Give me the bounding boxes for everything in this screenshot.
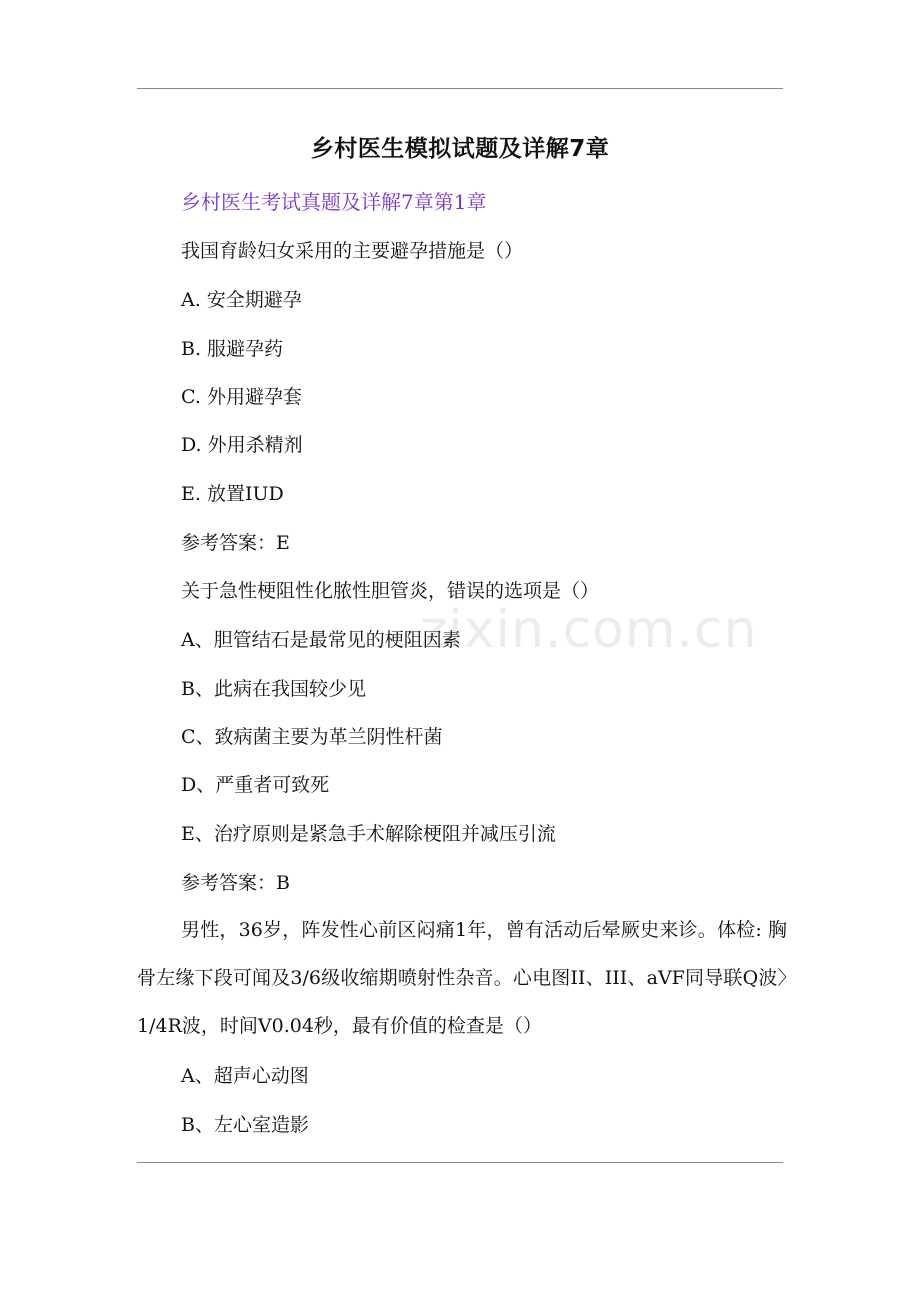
header-rule bbox=[137, 88, 783, 89]
question-2-option-e: E、治疗原则是紧急手术解除梗阻并减压引流 bbox=[181, 823, 556, 845]
question-1-option-b: B. 服避孕药 bbox=[181, 338, 284, 360]
question-2-stem: 关于急性梗阻性化脓性胆管炎，错误的选项是（） bbox=[181, 580, 600, 602]
question-2-option-a: A、胆管结石是最常见的梗阻因素 bbox=[181, 629, 461, 651]
chapter-heading: 乡村医生考试真题及详解7章第1章 bbox=[181, 190, 487, 214]
question-1-option-e: E. 放置IUD bbox=[181, 483, 284, 505]
question-2-answer: 参考答案：B bbox=[181, 872, 290, 894]
question-1-answer: 参考答案：E bbox=[181, 532, 290, 554]
question-1-stem: 我国育龄妇女采用的主要避孕措施是（） bbox=[181, 240, 524, 262]
footer-rule bbox=[137, 1162, 783, 1163]
watermark: zixin.com.cn bbox=[420, 600, 758, 660]
question-1-option-d: D. 外用杀精剂 bbox=[181, 434, 303, 456]
question-2-option-d: D、严重者可致死 bbox=[181, 774, 330, 796]
question-3-option-a: A、超声心动图 bbox=[181, 1065, 309, 1087]
question-3-option-b: B、左心室造影 bbox=[181, 1114, 309, 1136]
question-3-stem: 男性，36岁，阵发性心前区闷痛1年，曾有活动后晕厥史来诊。体检: 胸骨左缘下段可闻及3/6级收缩期喷射性杂音。心电图II、III、aVF同导联Q波〉1/4R波，时间V0.04秒，最有价值的检查是（） bbox=[137, 919, 787, 1037]
question-1-option-a: A. 安全期避孕 bbox=[181, 289, 302, 311]
question-2-option-c: C、致病菌主要为革兰阴性杆菌 bbox=[181, 726, 443, 748]
question-1-option-c: C. 外用避孕套 bbox=[181, 386, 302, 408]
document-title: 乡村医生模拟试题及详解7章 bbox=[310, 136, 610, 162]
question-2-option-b: B、此病在我国较少见 bbox=[181, 678, 366, 700]
